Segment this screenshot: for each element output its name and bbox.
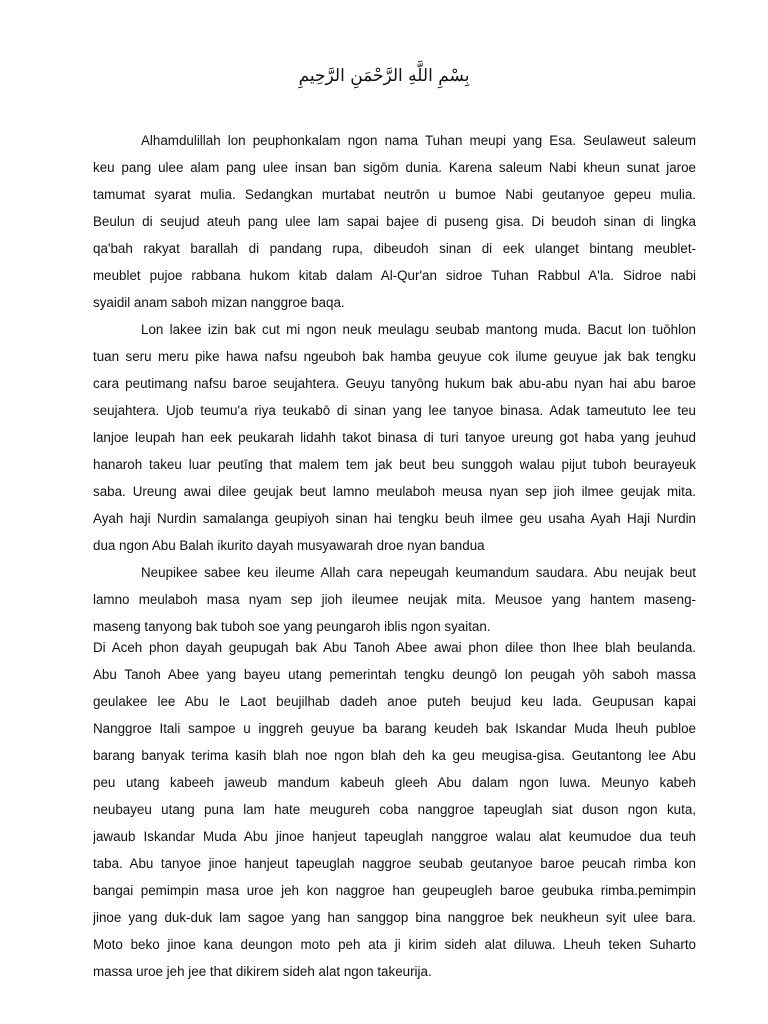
text-line: jinoe yang duk-duk lam sagoe yang han sanggop bina nanggroe bek neukheun syit ulee bara.	[93, 910, 696, 925]
text-line: cara peutimang nafsu baroe seujahtera. Geuyu tanyōng hukum bak abu-abu nyan hai abu baroe	[93, 376, 696, 391]
text-line: tamumat syarat mulia. Sedangkan murtabat neutrōn u bumoe Nabi geutanyoe gepeu mulia.	[93, 187, 696, 202]
text-line: syaidil anam saboh mizan nanggroe baqa.	[93, 295, 345, 310]
text-line: taba. Abu tanyoe jinoe hanjeut tapeuglah naggroe seubab geutanyoe baroe peucah rimba kon	[93, 856, 696, 871]
text-line: lanjoe leupah han eek peukarah lidahh takot binasa di turi tanyoe ureung got haba yang jeuhud	[93, 430, 696, 445]
text-line: geulakee lee Abu Ie Laot beujilhab dadeh anoe puteh beujud keu lada. Geupusan kapai	[93, 694, 696, 709]
text-line: meublet pujoe rabbana hukom kitab dalam Al-Qur'an sidroe Tuhan Rabbul A'la. Sidroe nabi	[93, 268, 696, 283]
text-line: Ayah haji Nurdin samalanga geupiyoh sinan hai tengku beuh ilmee geu usaha Ayah Haji Nurdin	[93, 511, 696, 526]
text-line: seujahtera. Ujob teumu'a riya teukabō di sinan yang lee tanyoe binasa. Adak tameututo lee teu	[93, 403, 696, 418]
text-line: dua ngon Abu Balah ikurito dayah musyawarah droe nyan bandua	[93, 538, 485, 553]
text-line: Nanggroe Itali sampoe u inggreh geuyue ba barang keudeh bak Iskandar Muda lheuh publoe	[93, 721, 696, 736]
text-line: hanaroh takeu luar peutīng that malem tem jak beut beu sunggoh walau pijut tuboh beurayeuk	[93, 457, 696, 472]
text-line: massa uroe jeh jee that dikirem sideh alat ngon takeurija.	[93, 964, 432, 979]
text-line: neubayeu utang puna lam hate meugureh coba nanggroe tapeuglah siat duson ngon kuta,	[93, 802, 696, 817]
text-line: Di Aceh phon dayah geupugah bak Abu Tanoh Abee awai phon dilee thon lhee blah beulanda.	[93, 640, 696, 655]
text-line: Moto beko jinoe kana deungon moto peh ata ji kirim sideh alat diluwa. Lheuh teken Suharto	[93, 937, 696, 952]
text-line: keu pang ulee alam pang ulee insan ban sigōm dunia. Karena saleum Nabi kheun sunat jaroe	[93, 160, 696, 175]
text-line: tuan seru meru pike hawa nafsu ngeuboh bak hamba geuyue cok ilume geuyue jak bak tengku	[93, 349, 696, 364]
text-line: Abu Tanoh Abee yang bayeu utang pemerintah tengku deungō lon peugah yōh saboh massa	[93, 667, 696, 682]
text-line: maseng tanyong bak tuboh soe yang peungaroh iblis ngon syaitan.	[93, 619, 491, 634]
text-line: bangai pemimpin masa uroe jeh kon naggroe han geupeugleh baroe geubuka rimba.pemimpin	[93, 883, 696, 898]
text-line: peu utang kabeeh jaweub mandum kabeuh gleeh Abu dalam ngon luwa. Meunyo kabeh	[93, 775, 696, 790]
text-line: Neupikee sabee keu ileume Allah cara nepeugah keumandum saudara. Abu neujak beut	[141, 565, 696, 580]
text-line: barang banyak terima kasih blah noe ngon blah deh ka geu meugisa-gisa. Geutantong lee Abu	[93, 748, 696, 763]
text-line: Lon lakee izin bak cut mi ngon neuk meulagu seubab mantong muda. Bacut lon tuōhlon	[141, 322, 696, 337]
text-line: lamno meulaboh masa nyam sep jioh ileumee neujak mita. Meusoe yang hantem maseng-	[93, 592, 696, 607]
text-line: saba. Ureung awai dilee geujak beut lamno meulaboh meusa nyan sep jioh ilmee geujak mita.	[93, 484, 696, 499]
text-line: Beulun di seujud ateuh pang ulee lam sapai bajee di puseng gisa. Di beudoh sinan di lingka	[93, 214, 696, 229]
text-line: Alhamdulillah lon peuphonkalam ngon nama Tuhan meupi yang Esa. Seulaweut saleum	[141, 133, 696, 148]
text-line: jawaub Iskandar Muda Abu jinoe hanjeut tapeuglah nanggroe walau alat keumudoe dua teuh	[93, 829, 696, 844]
basmala-heading: بِسْمِ اللَّهِ الرَّحْمَنِ الرَّحِيمِ	[298, 66, 470, 86]
text-line: qa'bah rakyat barallah di pandang rupa, dibeudoh sinan di eek ulanget bintang meublet-	[93, 241, 696, 256]
